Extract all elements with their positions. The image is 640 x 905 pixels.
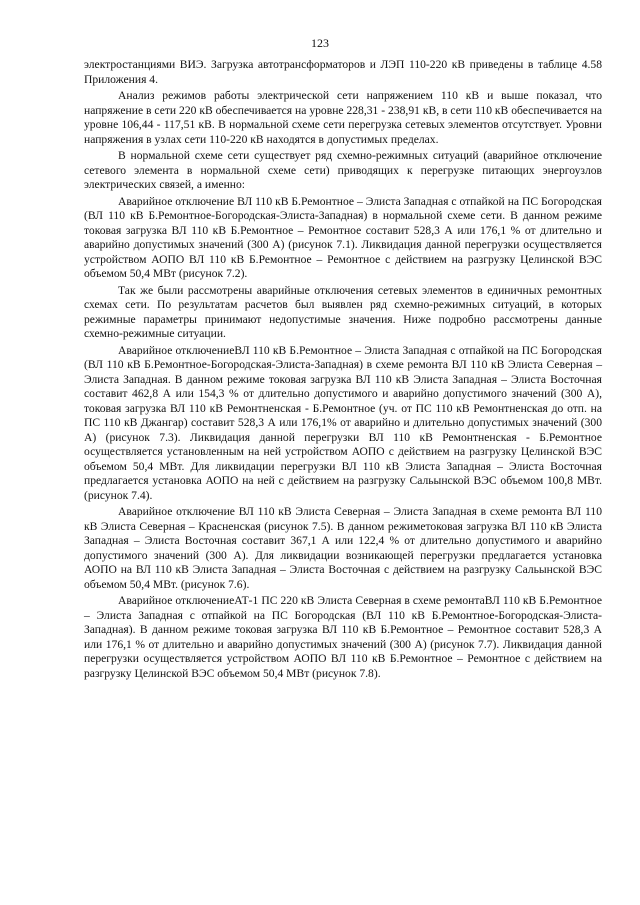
paragraph-network-analysis: Анализ режимов работы электрической сети напряжением 110 кВ и выше показал, что напряжение в сети 220 кВ обеспечивается на уровне 228,31 - 238,91 кВ, в сети 110 кВ обеспечивается на уровне 106,44 - 117,51 кВ. В нормальной схеме сети перегрузка сетевых элементов отсутствует. Уровни напряжения в узлах сети 110-220 кВ находятся в допустимых пределах.	[84, 89, 602, 146]
body-text	[84, 58, 602, 683]
page-number: 123	[311, 36, 329, 50]
paragraph-outage-2: Аварийное отключениеВЛ 110 кВ Б.Ремонтное – Элиста Западная с отпайкой на ПС Богородская (ВЛ 110 кВ Б.Ремонтное-Богородская-Элиста-Западная) в схеме ремонта ВЛ 110 кВ Элиста Северная – Элиста Западная. В данном режиме токовая загрузка ВЛ 110 кВ Элиста Западная – Элиста Восточная составит 462,8 А или 154,3 % от длительно допустимого и аварийно допустимого значений (300 А), токовая загрузка ВЛ 110 кВ Ремонтненская - Б.Ремонтное (уч. от ПС 110 кВ Ремонтненская до отп. на ПС 110 кВ Джангар) составит 528,3 А или 176,1% от аварийно и длительно допустимых значений (300 А) (рисунок 7.3). Ликвидация данной перегрузки ВЛ 110 кВ Ремонтненская - Б.Ремонтное осуществляется установленным на ней устройством АОПО с действием на разгрузку Целинской ВЭС объемом 50,4 МВт. Для ликвидации перегрузки ВЛ 110 кВ Элиста Западная – Элиста Восточная предлагается установка АОПО на ней с действием на разгрузку Сальынской ВЭС объемом 100,8 МВт. (рисунок 7.4).	[84, 343, 602, 502]
paragraph-outage-4: Аварийное отключениеАТ-1 ПС 220 кВ Элиста Северная в схеме ремонтаВЛ 110 кВ Б.Ремонтное – Элиста Западная с отпайкой на ПС Богородская (ВЛ 110 кВ Б.Ремонтное-Богородская-Элиста-Западная). В данном режиме токовая загрузка ВЛ 110 кВ Б.Ремонтное – Ремонтное составит 528,3 А или 176,1 % от длительно и аварийно допустимых значений (300 А) (рисунок 7.7). Ликвидация данной перегрузки осуществляется устройством АОПО ВЛ 110 кВ Б.Ремонтное – Ремонтное с действием на разгрузку Целинской ВЭС объемом 50,4 МВт (рисунок 7.8).	[84, 594, 602, 680]
paragraph-outage-1: Аварийное отключение ВЛ 110 кВ Б.Ремонтное – Элиста Западная с отпайкой на ПС Богородская (ВЛ 110 кВ Б.Ремонтное-Богородская-Элиста-Западная) в нормальной схеме сети. В данном режиме токовая загрузка ВЛ 110 кВ Б.Ремонтное – Ремонтное составит 528,3 А или 176,1 % от длительно и аварийно допустимых значений (300 А) (рисунок 7.1). Ликвидация данной перегрузки осуществляется устройством АОПО ВЛ 110 кВ Б.Ремонтное – Ремонтное с действием на разгрузку Целинской ВЭС объемом 50,4 МВт (рисунок 7.2).	[84, 194, 602, 280]
paragraph-repair-schemes: Так же были рассмотрены аварийные отключения сетевых элементов в единичных ремонтных схемах сети. По результатам расчетов был выявлен ряд схемно-режимных ситуаций, в которых режимные параметры принимают недопустимые значения. Ниже подробно рассмотрены данные схемно-режимные ситуации.	[84, 283, 602, 340]
paragraph-continuation: электростанциями ВИЭ. Загрузка автотрансформаторов и ЛЭП 110-220 кВ приведены в таблице 4.58 Приложения 4.	[84, 58, 602, 86]
paragraph-outage-3: Аварийное отключение ВЛ 110 кВ Элиста Северная – Элиста Западная в схеме ремонта ВЛ 110 кВ Элиста Северная – Красненская (рисунок 7.5). В данном режиметоковая загрузка ВЛ 110 кВ Элиста Западная – Элиста Восточная составит 367,1 А или 122,4 % от длительно допустимого и аварийно допустимого значений (300 А). Для ликвидации возникающей перегрузки предлагается установка АОПО на ВЛ 110 кВ Элиста Западная – Элиста Восточная с действием на разгрузку Сальынской ВЭС объемом 50,4 МВт. (рисунок 7.6).	[84, 505, 602, 591]
paragraph-normal-scheme: В нормальной схеме сети существует ряд схемно-режимных ситуаций (аварийное отключение сетевого элемента в нормальной схеме сети) приводящих к перегрузке питающих энергоузлов электрических связей, а именно:	[84, 149, 602, 191]
